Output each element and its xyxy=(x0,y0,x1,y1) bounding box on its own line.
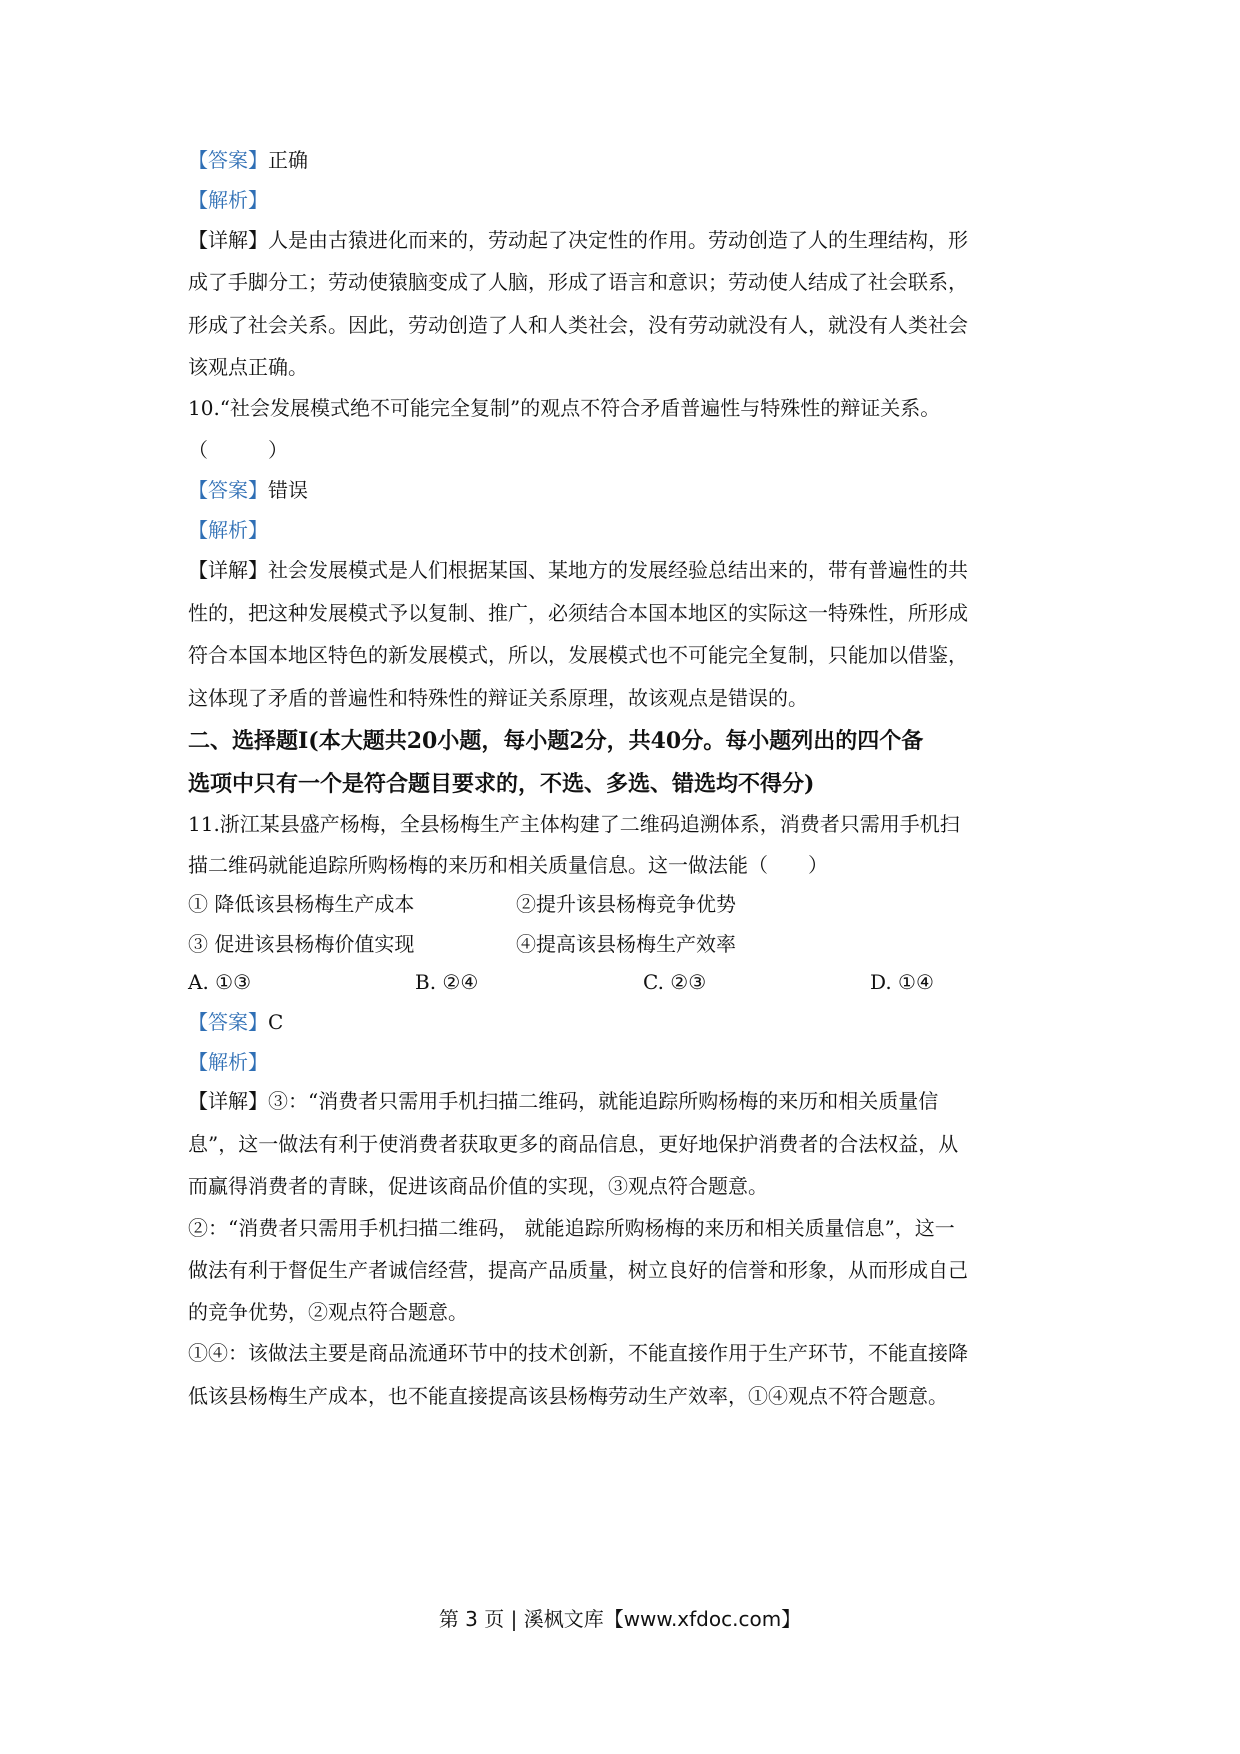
q11-choice-b: B. ②④ xyxy=(415,970,479,994)
q9-detail-line: 形成了社会关系。因此，劳动创造了人和人类社会，没有劳动就没有人，就没有人类社会 xyxy=(188,313,968,337)
page-footer: 第 3 页 | 溪枫文库【www.xfdoc.com】 xyxy=(438,1607,802,1631)
q9-detail-line xyxy=(188,226,968,254)
q11-answer-line xyxy=(188,1008,283,1036)
q11-detail-line: 的竞争优势，②观点符合题意。 xyxy=(188,1300,468,1324)
q10-answer: 错误 xyxy=(268,478,308,502)
q10-detail-line: 这体现了矛盾的普遍性和特殊性的辩证关系原理，故该观点是错误的。 xyxy=(188,686,808,710)
q9-answer: 正确 xyxy=(268,148,308,172)
q9-analysis-line xyxy=(188,186,268,214)
analysis-tag: 【解析】 xyxy=(188,518,268,542)
detail-tag: 【详解】 xyxy=(188,558,268,582)
q11-answer: C xyxy=(268,1010,284,1034)
q9-detail-line: 成了手脚分工；劳动使猿脑变成了人脑，形成了语言和意识；劳动使人结成了社会联系， xyxy=(188,270,968,294)
q11-choice-c: C. ②③ xyxy=(643,970,707,994)
q10-stem: 10.“社会发展模式绝不可能完全复制”的观点不符合矛盾普遍性与特殊性的辩证关系。 xyxy=(188,396,941,420)
q11-statement-3: ③ 促进该县杨梅价值实现 xyxy=(188,932,415,956)
q11-detail-text: ③：“消费者只需用手机扫描二维码，就能追踪所购杨梅的来历和相关质量信 xyxy=(268,1089,939,1113)
q11-detail-line xyxy=(188,1087,938,1115)
analysis-tag: 【解析】 xyxy=(188,188,268,212)
answer-tag: 【答案】 xyxy=(188,1010,268,1034)
q9-detail-text: 人是由古猿进化而来的，劳动起了决定性的作用。劳动创造了人的生理结构，形 xyxy=(268,228,968,252)
answer-tag: 【答案】 xyxy=(188,478,268,502)
q10-blank: （ ） xyxy=(188,438,288,462)
answer-tag: 【答案】 xyxy=(188,148,268,172)
q9-detail-line: 该观点正确。 xyxy=(188,355,308,379)
q10-detail-line: 性的，把这种发展模式予以复制、推广，必须结合本国本地区的实际这一特殊性，所形成 xyxy=(188,601,968,625)
q11-analysis-line xyxy=(188,1048,268,1076)
q10-analysis-line xyxy=(188,516,268,544)
q11-choice-d: D. ①④ xyxy=(870,970,934,994)
section-heading: 选项中只有一个是符合题目要求的，不选、多选、错选均不得分) xyxy=(188,771,815,797)
q11-statement-1: ① 降低该县杨梅生产成本 xyxy=(188,892,415,916)
q10-detail-line: 符合本国本地区特色的新发展模式，所以，发展模式也不可能完全复制，只能加以借鉴， xyxy=(188,643,968,667)
q10-detail-text: 社会发展模式是人们根据某国、某地方的发展经验总结出来的，带有普遍性的共 xyxy=(268,558,968,582)
q11-detail-line: 做法有利于督促生产者诚信经营，提高产品质量，树立良好的信誉和形象，从而形成自己 xyxy=(188,1258,968,1282)
detail-tag: 【详解】 xyxy=(188,1089,268,1113)
q9-answer-line xyxy=(188,146,308,174)
q11-detail-line: 而赢得消费者的青睐，促进该商品价值的实现，③观点符合题意。 xyxy=(188,1174,768,1198)
detail-tag: 【详解】 xyxy=(188,228,268,252)
q11-detail-line: 息”，这一做法有利于使消费者获取更多的商品信息，更好地保护消费者的合法权益，从 xyxy=(188,1132,959,1156)
q11-statement-2: ②提升该县杨梅竞争优势 xyxy=(516,892,736,916)
section-heading: 二、选择题Ⅰ(本大题共20小题，每小题2分，共40分。每小题列出的四个备 xyxy=(188,728,924,754)
q11-detail-line: ①④：该做法主要是商品流通环节中的技术创新，不能直接作用于生产环节，不能直接降 xyxy=(188,1341,968,1365)
q11-choice-a: A. ①③ xyxy=(188,970,252,994)
q11-stem: 11.浙江某县盛产杨梅，全县杨梅生产主体构建了二维码追溯体系，消费者只需用手机扫 xyxy=(188,812,960,836)
q11-stem: 描二维码就能追踪所购杨梅的来历和相关质量信息。这一做法能（ ） xyxy=(188,853,828,877)
q11-detail-line: 低该县杨梅生产成本，也不能直接提高该县杨梅劳动生产效率，①④观点不符合题意。 xyxy=(188,1384,948,1408)
analysis-tag: 【解析】 xyxy=(188,1050,268,1074)
q11-detail-line: ②：“消费者只需用手机扫描二维码， 就能追踪所购杨梅的来历和相关质量信息”，这一 xyxy=(188,1216,955,1240)
q10-detail-line xyxy=(188,556,968,584)
q11-statement-4: ④提高该县杨梅生产效率 xyxy=(516,932,736,956)
q10-answer-line xyxy=(188,476,308,504)
